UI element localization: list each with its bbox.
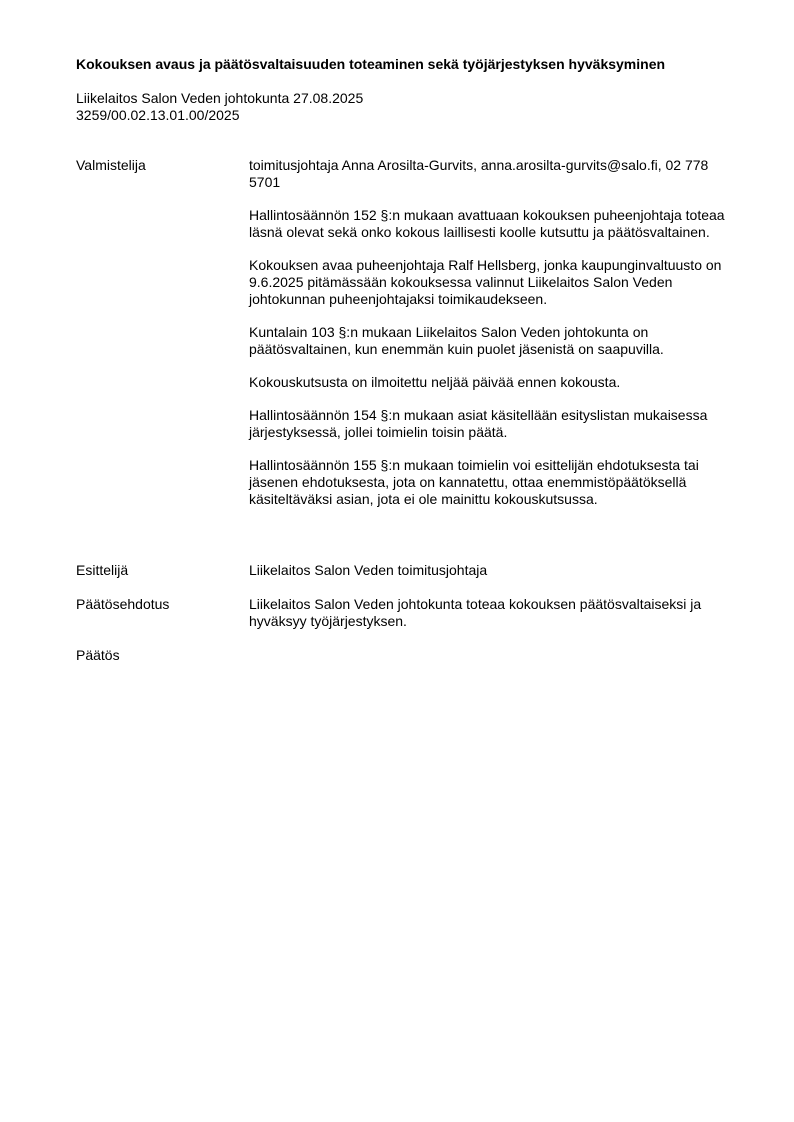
paragraph-hallintosaanto-154: Hallintosäännön 154 §:n mukaan asiat käsitellään esityslistan mukaisessa järjestyksessä, jollei toimielin toisin päätä. [249, 407, 708, 440]
record-number: 3259/00.02.13.01.00/2025 [76, 107, 240, 123]
section-label-esittelija: Esittelijä [76, 562, 129, 578]
presenter-text: Liikelaitos Salon Veden toimitusjohtaja [249, 562, 488, 578]
section-label-valmistelija: Valmistelija [76, 157, 146, 173]
paragraph-hallintosaanto-155: Hallintosäännön 155 §:n mukaan toimielin voi esittelijän ehdotuksesta tai jäsenen ehdotuksesta, jota on kannatettu, ottaa enemmistöpäätöksellä käsiteltäväksi asian, jota ei ole mainittu kokouskutsussa. [249, 457, 699, 507]
section-label-paatos: Päätös [76, 647, 120, 663]
meeting-line: Liikelaitos Salon Veden johtokunta 27.08.2025 [76, 90, 364, 106]
section-body-valmistelija [249, 157, 736, 508]
paragraph-hallintosaanto-152: Hallintosäännön 152 §:n mukaan avattuaan kokouksen puheenjohtaja toteaa läsnä olevat sekä onko kokous laillisesti koolle kutsuttu ja päätösvaltainen. [249, 207, 725, 240]
document-title: Kokouksen avaus ja päätösvaltaisuuden toteaminen sekä työjärjestyksen hyväksyminen [76, 56, 666, 72]
paragraph-kuntalaki-103: Kuntalain 103 §:n mukaan Liikelaitos Salon Veden johtokunta on päätösvaltainen, kun enemmän kuin puolet jäsenistä on saapuvilla. [249, 324, 664, 357]
section-body-paatosehdotus [249, 596, 736, 630]
section-body-esittelija [249, 562, 736, 579]
paragraph-meeting-invitation: Kokouskutsusta on ilmoitettu neljää päivää ennen kokousta. [249, 374, 621, 390]
section-label-paatosehdotus: Päätösehdotus [76, 596, 170, 612]
paragraph-chair-opening: Kokouksen avaa puheenjohtaja Ralf Hellsberg, jonka kaupunginvaltuusto on 9.6.2025 pitämässään kokouksessa valinnut Liikelaitos Salon Veden johtokunnan puheenjohtajaksi toimikaudekseen. [249, 257, 722, 307]
preparer-contact: toimitusjohtaja Anna Arosilta-Gurvits, anna.arosilta-gurvits@salo.fi, 02 778 5701 [249, 157, 709, 190]
document-meta [76, 90, 363, 124]
proposal-text: Liikelaitos Salon Veden johtokunta toteaa kokouksen päätösvaltaiseksi ja hyväksyy työjärjestyksen. [249, 596, 702, 629]
